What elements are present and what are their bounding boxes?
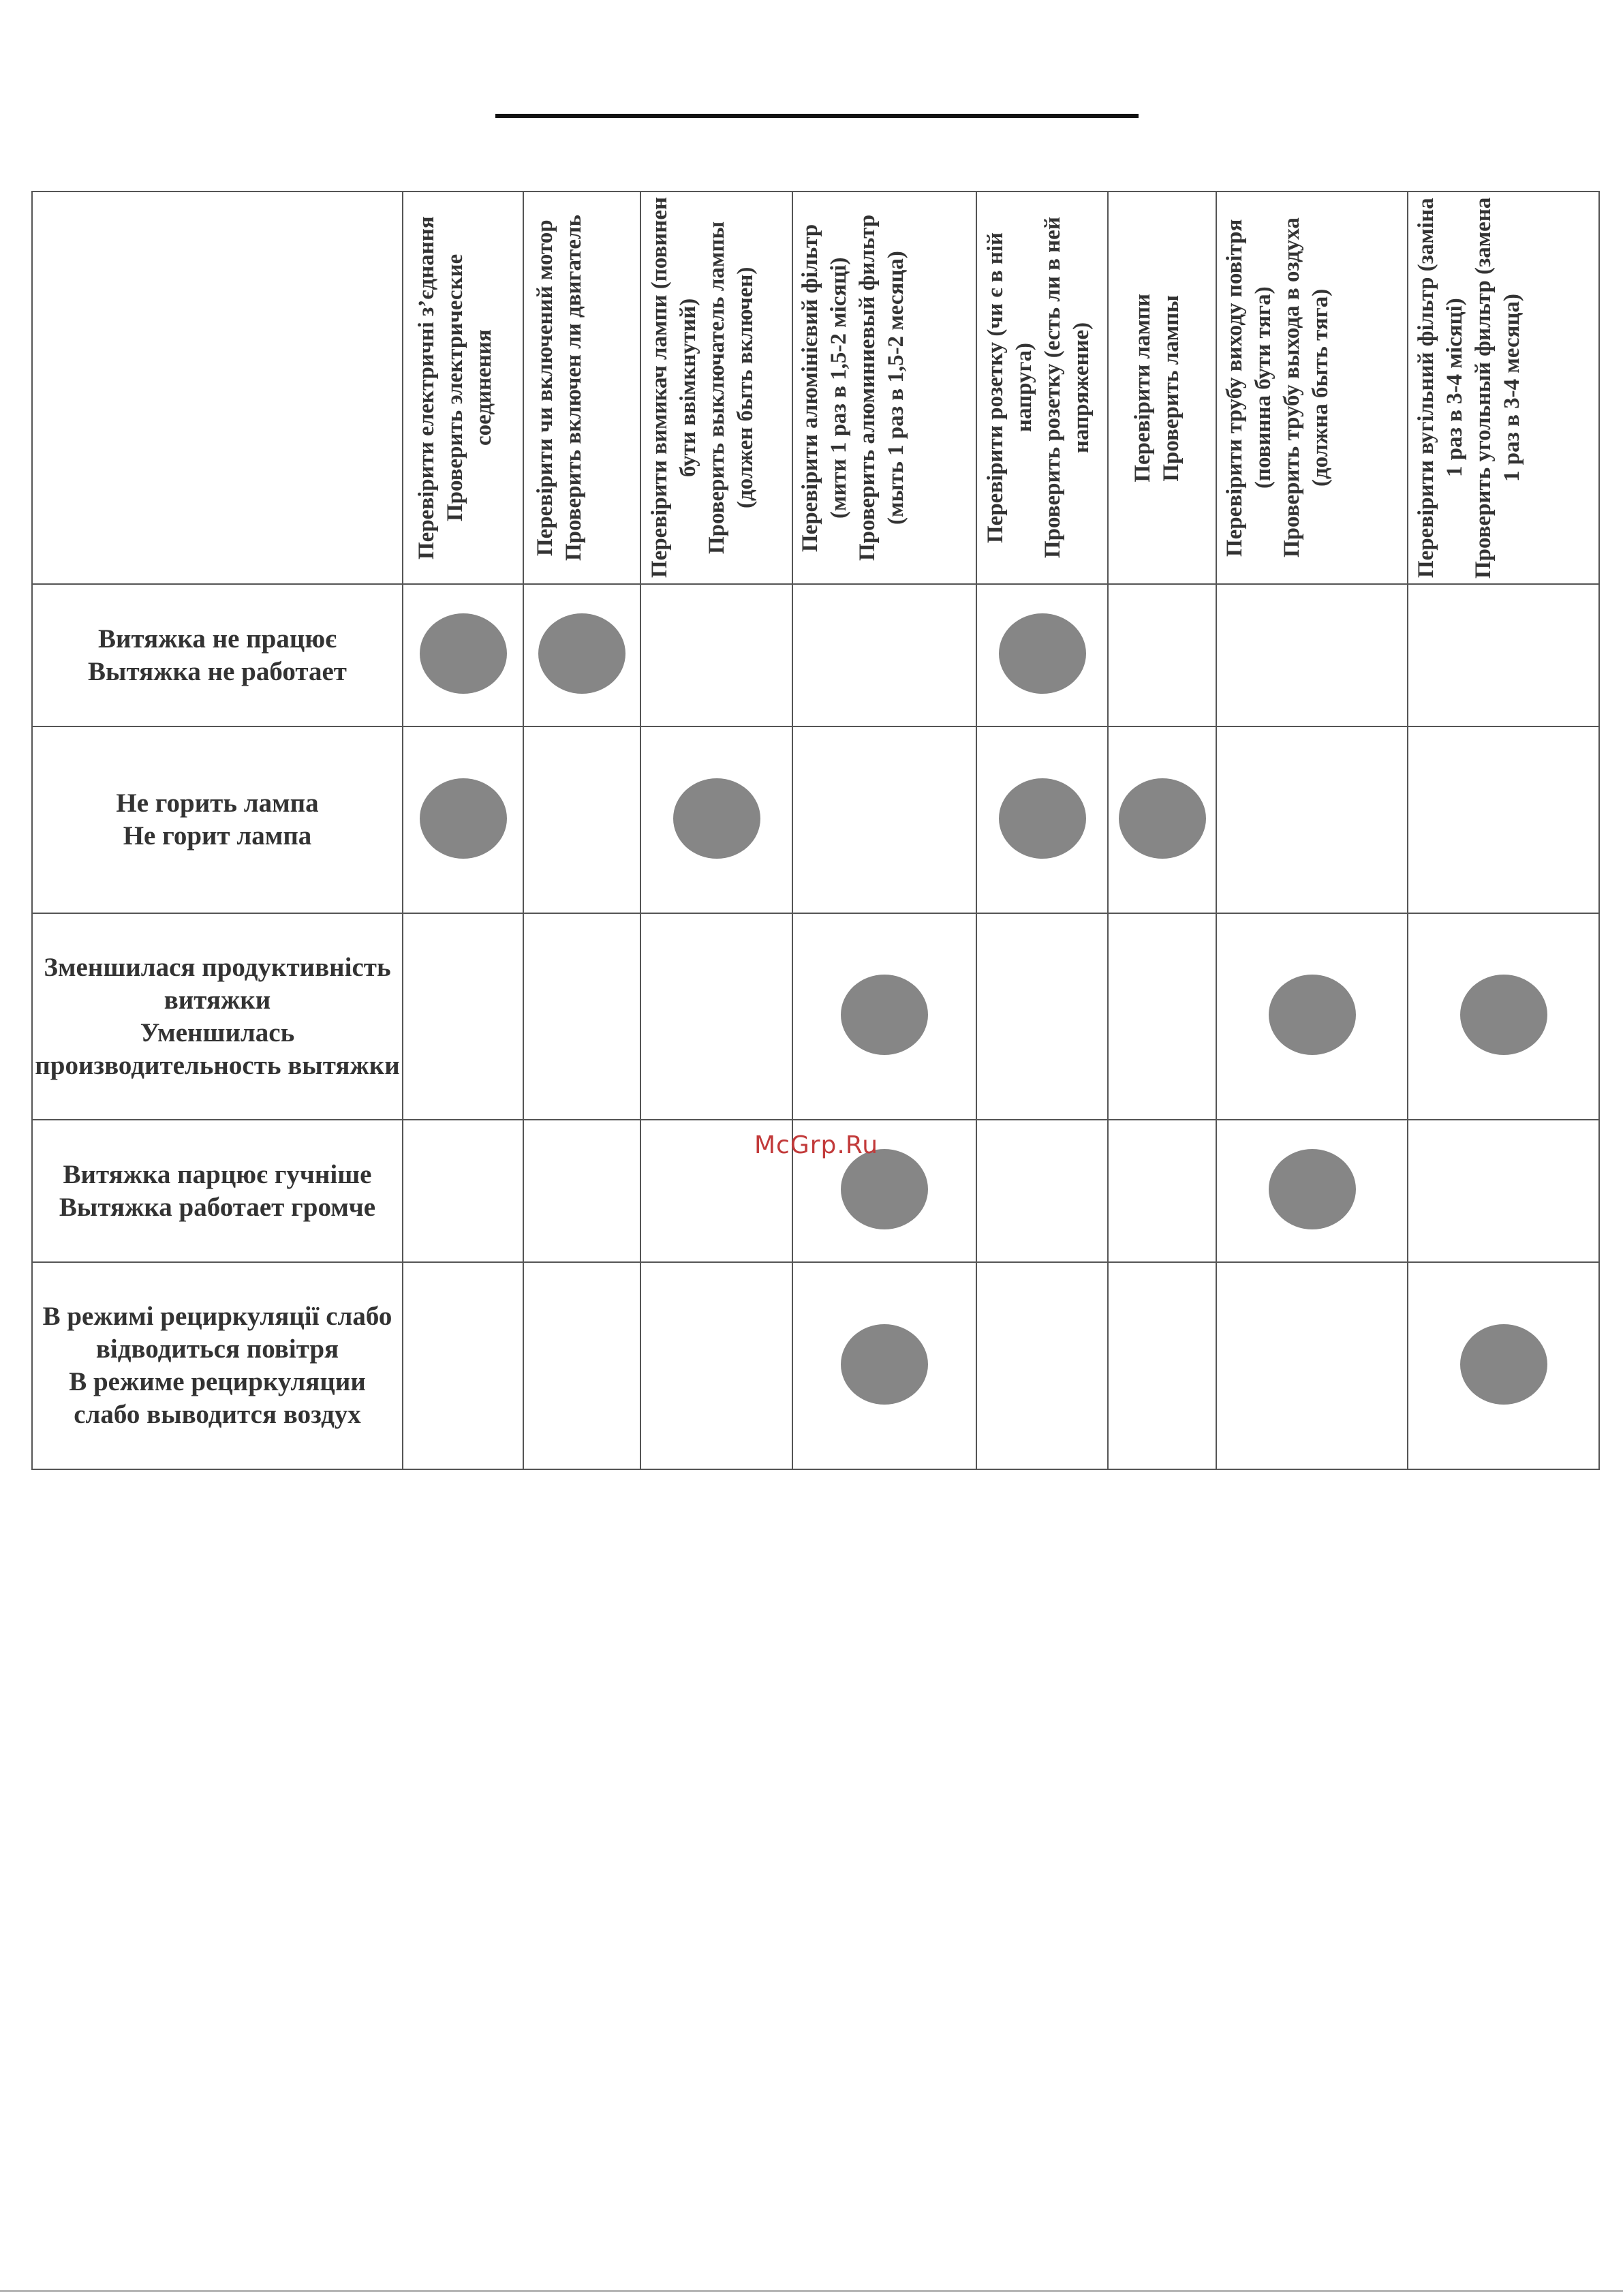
watermark: McGrp.Ru — [754, 1131, 879, 1159]
mark-cell — [792, 1262, 976, 1469]
mark-cell — [1408, 1120, 1599, 1262]
mark-cell — [1216, 1262, 1408, 1469]
column-header-electrical: Перевірити електричні з’єднання Проверить электрические соединения — [403, 192, 523, 584]
mark-cell — [976, 913, 1108, 1120]
mark-cell — [1108, 913, 1216, 1120]
row-label: Витяжка парцює гучніше Вытяжка работает громче — [32, 1120, 403, 1262]
column-header-carbon-filter: Перевірити вугільний фільтр (заміна 1 раз в 3-4 місяці) Проверить угольный фильтр (замена 1 раз в 3-4 месяца) — [1408, 192, 1599, 584]
mark-cell — [640, 726, 792, 913]
check-mark-dot — [1119, 778, 1206, 859]
mark-cell — [1408, 584, 1599, 726]
mark-cell — [640, 1262, 792, 1469]
mark-cell — [1216, 913, 1408, 1120]
table-row — [32, 913, 1599, 1120]
mark-cell — [523, 913, 640, 1120]
mark-cell — [976, 726, 1108, 913]
mark-cell — [1216, 1120, 1408, 1262]
mark-cell — [1108, 584, 1216, 726]
mark-cell — [792, 726, 976, 913]
mark-cell — [792, 913, 976, 1120]
check-mark-dot — [999, 778, 1086, 859]
header-row — [32, 192, 1599, 584]
mark-cell — [1108, 1120, 1216, 1262]
mark-cell — [403, 726, 523, 913]
mark-cell — [1408, 913, 1599, 1120]
mark-cell — [792, 584, 976, 726]
column-header-air-duct: Перевірити трубу виходу повітря (повинна бути тяга) Проверить трубу выхода в оздуха (должна быть тяга) — [1216, 192, 1408, 584]
check-mark-dot — [420, 613, 507, 694]
mark-cell — [1216, 726, 1408, 913]
mark-cell — [403, 913, 523, 1120]
title-underline — [495, 114, 1139, 118]
table-row — [32, 584, 1599, 726]
check-mark-dot — [999, 613, 1086, 694]
row-label: Витяжка не працює Вытяжка не работает — [32, 584, 403, 726]
check-mark-dot — [841, 975, 928, 1055]
check-mark-dot — [841, 1149, 928, 1229]
row-label: Не горить лампа Не горит лампа — [32, 726, 403, 913]
check-mark-dot — [673, 778, 760, 859]
mark-cell — [1408, 726, 1599, 913]
table-row — [32, 726, 1599, 913]
table-row — [32, 1262, 1599, 1469]
check-mark-dot — [1269, 1149, 1356, 1229]
mark-cell — [976, 1120, 1108, 1262]
column-header-lamp-switch: Перевірити вимикач лампи (повинен бути ввімкнутий) Проверить выключатель лампы (должен быть включен) — [640, 192, 792, 584]
column-header-motor: Перевірити чи включений мотор Проверить включен ли двигатель — [523, 192, 640, 584]
mark-cell — [523, 1120, 640, 1262]
page-bottom-edge — [0, 2290, 1623, 2292]
column-header-aluminium-filter: Перевірити алюмінієвий фільтр (мити 1 раз в 1,5-2 місяці) Проверить алюминиевый фильтр (мыть 1 раз в 1,5-2 месяца) — [792, 192, 976, 584]
mark-cell — [1408, 1262, 1599, 1469]
mark-cell — [976, 1262, 1108, 1469]
mark-cell — [1216, 584, 1408, 726]
mark-cell — [523, 726, 640, 913]
mark-cell — [1108, 726, 1216, 913]
check-mark-dot — [538, 613, 625, 694]
check-mark-dot — [1269, 975, 1356, 1055]
troubleshooting-table — [31, 191, 1600, 1470]
corner-cell — [32, 192, 403, 584]
mark-cell — [640, 584, 792, 726]
mark-cell — [523, 1262, 640, 1469]
row-label: В режимі рециркуляції слабо відводиться повітря В режиме рециркуляции слабо выводится воздух — [32, 1262, 403, 1469]
mark-cell — [523, 584, 640, 726]
mark-cell — [976, 584, 1108, 726]
mark-cell — [640, 913, 792, 1120]
check-mark-dot — [1460, 1324, 1547, 1405]
column-header-socket: Перевірити розетку (чи є в ній напруга) Проверить розетку (есть ли в ней напряжение) — [976, 192, 1108, 584]
check-mark-dot — [420, 778, 507, 859]
mark-cell — [403, 1262, 523, 1469]
mark-cell — [1108, 1262, 1216, 1469]
check-mark-dot — [841, 1324, 928, 1405]
column-header-lamps: Перевірити лампи Проверить лампы — [1108, 192, 1216, 584]
mark-cell — [403, 584, 523, 726]
mark-cell — [403, 1120, 523, 1262]
check-mark-dot — [1460, 975, 1547, 1055]
row-label: Зменшилася продуктивність витяжки Уменшилась производительность вытяжки — [32, 913, 403, 1120]
